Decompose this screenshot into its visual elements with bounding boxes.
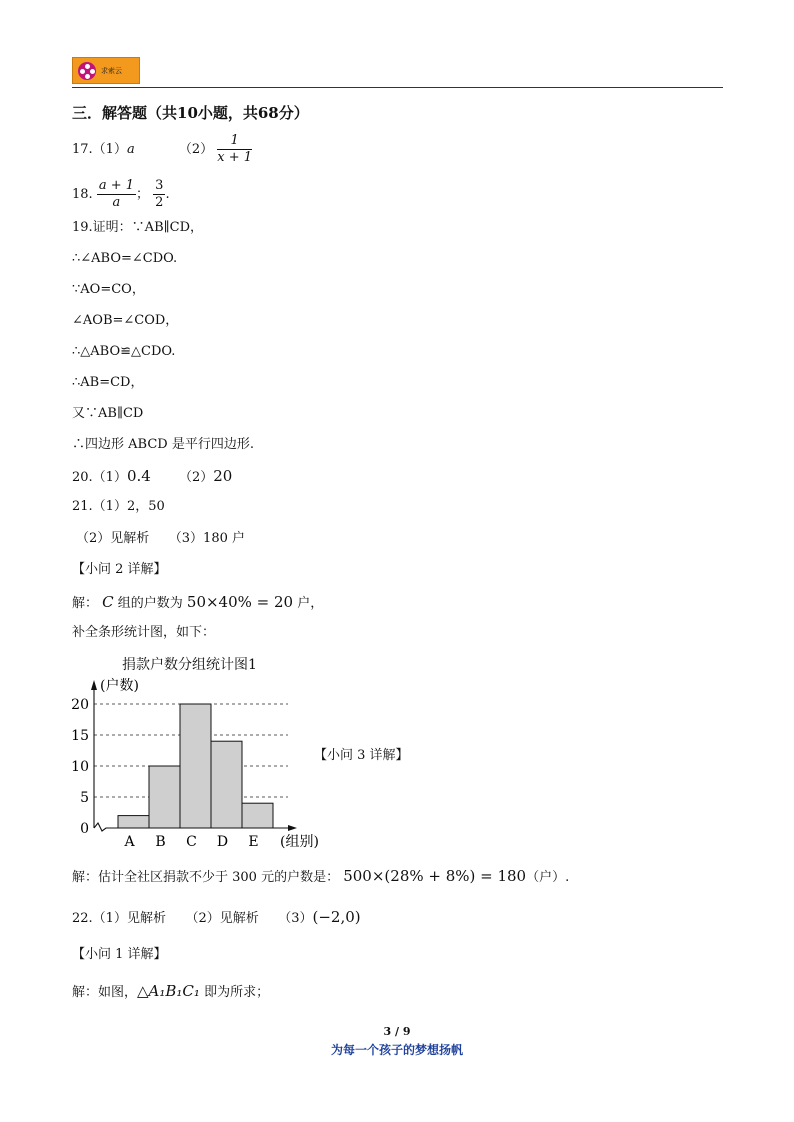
q21-solution: 解： C 组的户数为 50×40% = 20 户， — [72, 593, 324, 611]
x-tick-label: C — [186, 834, 197, 850]
x-tick-label: B — [155, 834, 166, 850]
flower-icon — [78, 62, 96, 80]
y-axis-label: (户数) — [100, 678, 139, 694]
page-number: 3 / 9 — [383, 1025, 411, 1038]
q18-answer: 18. $\frac{a + 1}{a}$ ； $\frac{3}{2}$ . — [72, 178, 170, 210]
q20-answer: 20.（1）0.4 （2）20 — [72, 467, 233, 485]
section-title: 三．解答题（共10小题，共68分） — [72, 104, 309, 122]
x-axis-arrow — [288, 825, 297, 831]
bar-C — [180, 704, 211, 828]
q21-detail-3-heading: 【小问 3 详解】 — [314, 748, 409, 763]
y-tick-label: 15 — [71, 728, 89, 744]
q19-line-1: 19.证明：∵AB∥CD， — [72, 220, 203, 235]
y-tick-label: 10 — [71, 759, 89, 775]
q21-line-2: （2）见解析 （3）180 户 — [76, 531, 245, 546]
chart-title: 捐款户数分组统计图1 — [122, 657, 257, 673]
brand-logo — [72, 57, 140, 84]
bar-D — [211, 741, 242, 828]
x-tick-label: E — [248, 834, 259, 850]
logo-text: 求索云 — [101, 67, 122, 75]
header-rule — [72, 87, 723, 88]
y-tick-label: 0 — [80, 821, 89, 837]
bar-chart — [70, 670, 340, 855]
q19-line-5: ∴△ABO≌△CDO. — [72, 344, 176, 359]
q17-answer: 17.（1）a （2） $\frac{1}{x + 1}$ — [72, 133, 253, 165]
q19-line-2: ∴∠ABO=∠CDO. — [72, 251, 178, 266]
q21-line-1: 21.（1）2，50 — [72, 499, 165, 514]
y-axis-arrow — [91, 680, 97, 690]
bar-E — [242, 803, 273, 828]
x-axis-label: (组别) — [280, 834, 319, 850]
q19-line-4: ∠AOB=∠COD， — [72, 313, 179, 328]
bar-A — [118, 816, 149, 828]
y-tick-label: 5 — [80, 790, 89, 806]
q22-answer: 22.（1）见解析 （2）见解析 （3）(−2,0) — [72, 908, 361, 926]
q21-estimate: 解：估计全社区捐款不少于 300 元的户数是： 500×(28% + 8%) = 180（户）. — [72, 867, 570, 885]
q19-line-7: 又∵AB∥CD — [72, 406, 144, 421]
q19-line-6: ∴AB=CD， — [72, 375, 144, 390]
q19-line-8: ∴四边形 ABCD 是平行四边形. — [72, 437, 254, 452]
x-tick-label: D — [216, 834, 229, 850]
q22-solution: 解：如图，△A₁B₁C₁ 即为所求； — [72, 982, 270, 1000]
y-tick-label: 20 — [71, 697, 89, 713]
x-tick-label: A — [124, 834, 135, 850]
q22-detail-1-heading: 【小问 1 详解】 — [72, 947, 167, 962]
q19-line-3: ∵AO=CO， — [72, 282, 145, 297]
q21-complete-chart: 补全条形统计图，如下： — [72, 625, 216, 640]
footer-slogan: 为每一个孩子的梦想扬帆 — [330, 1043, 463, 1057]
q21-detail-2-heading: 【小问 2 详解】 — [72, 562, 167, 577]
bar-B — [149, 766, 180, 828]
